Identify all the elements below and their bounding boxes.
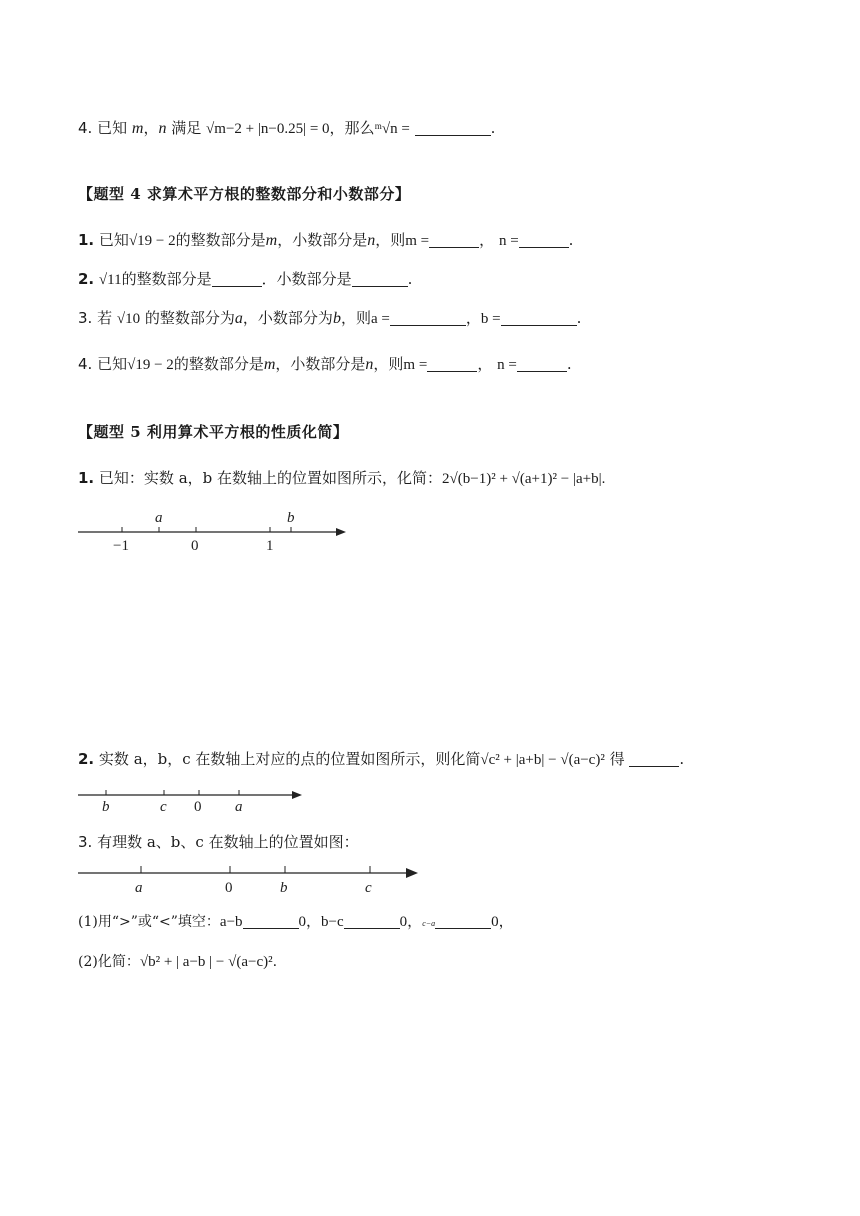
math-expression: m =: [405, 233, 430, 249]
math-expression: ᵐ√n =: [374, 121, 410, 137]
label-zero: 0: [194, 799, 202, 815]
question-number: 1.: [78, 231, 95, 249]
question-text: 的整数部分是: [173, 355, 264, 373]
comma: ，: [465, 309, 481, 327]
label-one: 1: [266, 538, 274, 554]
math-expression: a−b: [219, 914, 243, 930]
math-expression: m =: [403, 357, 428, 373]
math-expression: a =: [370, 311, 390, 327]
arrow-head-icon: [336, 528, 346, 536]
math-expression-small: c−a: [422, 919, 436, 928]
comma: ，: [143, 119, 159, 137]
math-expression: 2√(b−1)² + √(a+1)² − |a+b|.: [442, 471, 606, 487]
label-b: b: [102, 799, 110, 815]
math-expression: √10: [116, 311, 141, 327]
math-expression: √b² + | a−b | − √(a−c)²: [139, 954, 273, 970]
period: .: [407, 270, 413, 288]
section-heading-4: 【题型 4 求算术平方根的整数部分和小数部分】: [78, 185, 411, 203]
question-text: 实数 a，b，c 在数轴上对应的点的位置如图所示，则化简: [98, 750, 481, 768]
question-text: ，小数部分为: [242, 309, 333, 327]
math-expression: √c² + |a+b| − √(a−c)²: [480, 752, 605, 768]
label-neg1: −1: [113, 538, 129, 554]
variable-m: m: [265, 232, 278, 249]
question-text: ，小数部分是: [275, 355, 366, 373]
question-text: 满足: [171, 119, 202, 137]
label-b: b: [287, 510, 295, 526]
math-expression: √19 − 2: [127, 357, 174, 373]
question-number: 2.: [78, 270, 95, 288]
label-b: b: [280, 880, 288, 896]
math-expression: √11: [98, 272, 122, 288]
question-text: ，则: [373, 355, 404, 373]
period: .: [679, 750, 685, 768]
answer-blank-1[interactable]: [243, 912, 299, 929]
question-text: ，则: [375, 231, 406, 249]
question-number: 2.: [78, 750, 95, 768]
question-5-3-part1: [78, 911, 514, 935]
arrow-head-icon: [406, 868, 418, 878]
period: .: [566, 355, 572, 373]
math-expression: n =: [498, 233, 519, 249]
question-text: 已知: [98, 231, 129, 249]
question-number: 1.: [78, 469, 95, 487]
math-expression: √19 − 2: [128, 233, 176, 249]
question-number: 4.: [78, 119, 93, 137]
question-text: 已知: [97, 355, 128, 373]
math-expression: √m−2 + |n−0.25| = 0: [206, 121, 330, 137]
section-heading-5: 【题型 5 利用算术平方根的性质化简】: [78, 423, 349, 441]
answer-blank-2[interactable]: [344, 912, 400, 929]
comma: ，: [477, 355, 493, 373]
comma: ，: [479, 231, 495, 249]
period: .: [576, 309, 582, 327]
variable-b: b: [332, 310, 341, 327]
question-text: ．小数部分是: [261, 270, 352, 288]
question-text: 已知: [97, 119, 128, 137]
answer-blank[interactable]: [629, 750, 679, 767]
question-text: 的整数部分为: [144, 309, 235, 327]
variable-n: n: [158, 120, 167, 137]
question-text: 已知：实数 a，b 在数轴上的位置如图所示，化简：: [98, 469, 443, 487]
question-text: (2)化简：: [78, 954, 140, 970]
question-number: 3.: [78, 833, 93, 851]
period: .: [568, 231, 574, 249]
label-c: c: [160, 799, 167, 815]
label-a: a: [155, 510, 163, 526]
math-expression: 0，: [399, 914, 423, 930]
answer-blank-3[interactable]: [435, 912, 491, 929]
variable-n: n: [365, 356, 374, 373]
math-expression: 0，b−c: [298, 914, 344, 930]
question-5-3: [78, 831, 359, 853]
question-text: ，则: [340, 309, 371, 327]
question-text: 的整数部分是: [175, 231, 266, 249]
math-expression: b =: [480, 311, 501, 327]
period: .: [272, 954, 278, 970]
question-text: (1)用“>”或“<”填空：: [78, 914, 220, 930]
question-5-2: [78, 748, 684, 771]
question-number: 3.: [78, 309, 93, 327]
question-text: ，那么: [329, 119, 375, 137]
period: .: [490, 119, 496, 137]
question-text: 有理数 a、b、c 在数轴上的位置如图：: [97, 833, 359, 851]
label-zero: 0: [191, 538, 199, 554]
question-text: ，小数部分是: [277, 231, 368, 249]
question-5-3-part2: [78, 951, 277, 973]
variable-a: a: [234, 310, 243, 327]
question-text: 得: [609, 750, 625, 768]
question-number: 4.: [78, 355, 93, 373]
question-text: 的整数部分是: [121, 270, 212, 288]
variable-m: m: [131, 120, 144, 137]
question-text: 若: [97, 309, 113, 327]
label-a: a: [135, 880, 143, 896]
math-expression: n =: [497, 357, 517, 373]
label-zero: 0: [225, 880, 233, 896]
variable-n: n: [367, 232, 376, 249]
label-c: c: [365, 880, 372, 896]
label-a: a: [235, 799, 243, 815]
math-expression: 0，: [491, 914, 514, 930]
variable-m: m: [263, 356, 276, 373]
arrow-head-icon: [292, 791, 302, 799]
